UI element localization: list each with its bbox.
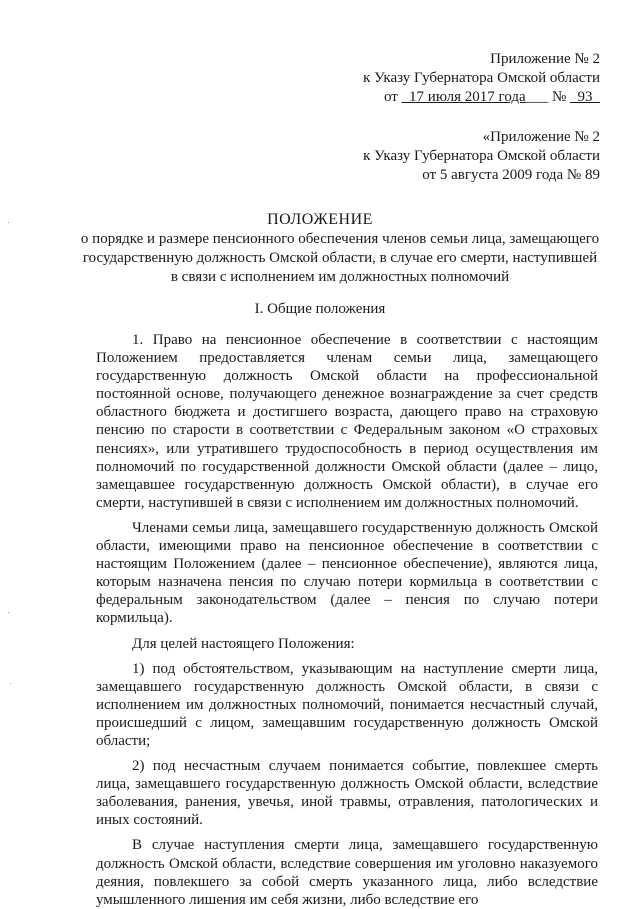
scan-artifact: [8, 222, 9, 223]
appendix-number: Приложение № 2: [490, 51, 600, 67]
previous-decree-date: от 5 августа 2009 года № 89: [422, 167, 600, 183]
previous-decree-reference: к Указу Губернатора Омской области: [363, 148, 600, 164]
paragraph-6: В случае наступления смерти лица, замещавшего государственную должность Омской области, вследствие совершения им уголовно наказуемого деяния, повлекшего за собой смерть указанного лица, либо вследствие умышленного лишения им себя жизни, либо вследствие его: [96, 837, 598, 908]
paragraph-4: 1) под обстоятельством, указывающим на наступление смерти лица, замещавшего государственную должность Омской области, в связи с исполнением им должностных полномочий, понимается несчастный случай, происшедший с лицом, замещавшим государственную должность Омской области;: [96, 660, 598, 749]
date-prefix: от: [383, 89, 398, 105]
scan-artifact: [8, 612, 9, 613]
appendix-header-previous: [363, 128, 600, 185]
decree-date: 17 июля 2017 года: [409, 89, 526, 105]
decree-number: 93: [577, 89, 593, 105]
previous-appendix-number: «Приложение № 2: [482, 129, 600, 145]
paragraph-3: Для целей настоящего Положения:: [132, 635, 355, 652]
document-body: [96, 331, 598, 909]
number-sign: №: [551, 89, 567, 105]
decree-date-line: [363, 88, 600, 107]
paragraph-1: 1. Право на пенсионное обеспечение в соответствии с настоящим Положением предоставляется членам семьи лица, замещающего государственную должность Омской области на профессиональной постоянной основе, получающего денежное вознаграждение за счет средств областного бюджета и достигшего возраста, дающего право на страховую пенсию по старости в соответствии с Федеральным законом «О страховых пенсиях», или утратившего трудоспособность в период осуществления им полномочий по государственной должности Омской области (далее – лицо, замещавшее государственную должность Омской области), в случае его смерти, наступившей в связи с исполнением им должностных полномочий.: [96, 332, 598, 511]
document-title: ПОЛОЖЕНИЕ: [267, 211, 373, 228]
document-subtitle: о порядке и размере пенсионного обеспечения членов семьи лица, замещающего государственную должность Омской области, в случае его смерти, наступившей в связи с исполнением им должностных полномочий: [80, 231, 600, 285]
appendix-header-current: [363, 50, 600, 107]
paragraph-5: 2) под несчастным случаем понимается событие, повлекшее смерть лица, замещавшего государственную должность Омской области, вследствие заболевания, ранения, увечья, иной травмы, отравления, патологических и иных состояний.: [96, 758, 598, 829]
paragraph-2: Членами семьи лица, замещавшего государственную должность Омской области, имеющими право на пенсионное обеспечение в соответствии с настоящим Положением (далее – пенсионное обеспечение), являются лица, которым назначена пенсия по случаю потери кормильца в соответствии с федеральным законодательством (далее – пенсия по случаю потери кормильца).: [96, 519, 598, 627]
decree-reference: к Указу Губернатора Омской области: [363, 70, 600, 86]
section-heading: I. Общие положения: [254, 301, 386, 317]
date-trailing-blank: ___: [525, 89, 549, 105]
scan-artifact: [10, 683, 11, 684]
